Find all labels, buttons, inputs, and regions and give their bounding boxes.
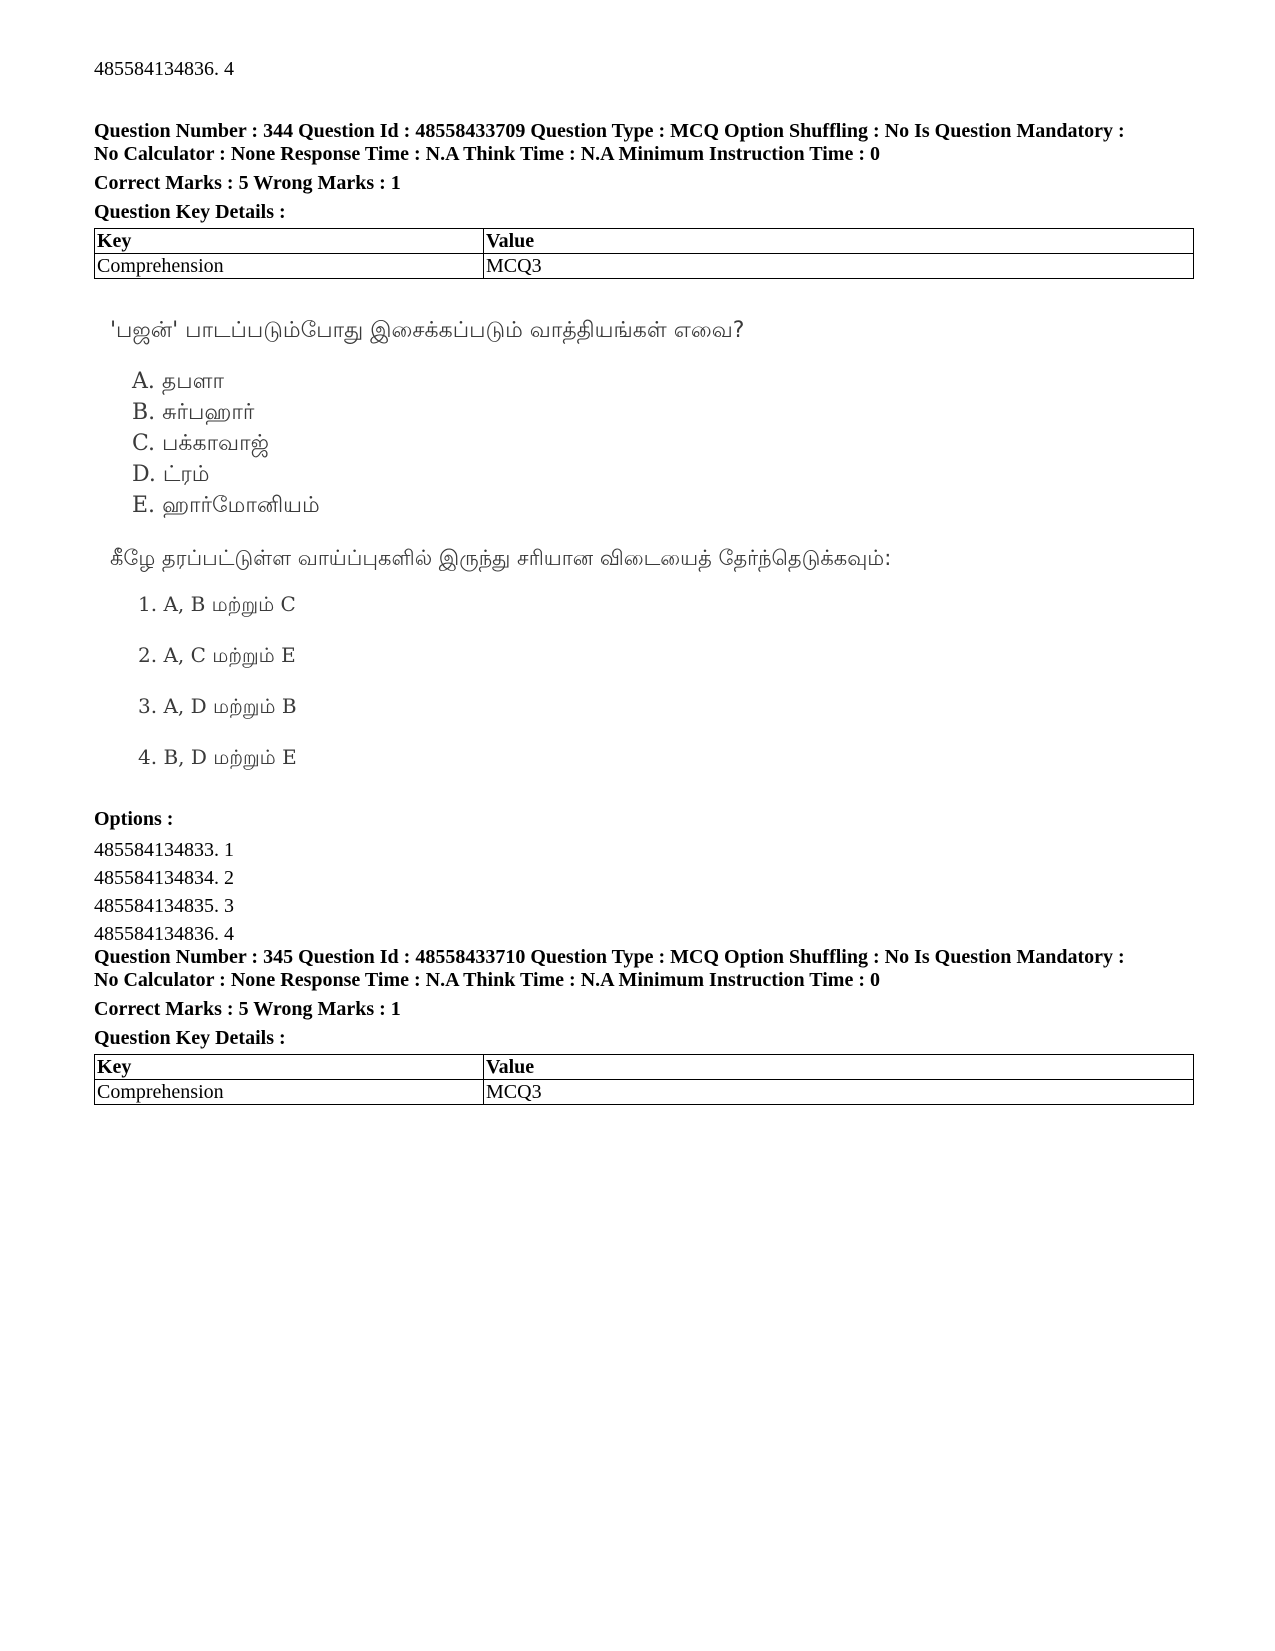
choice-label: A.: [132, 369, 155, 394]
key-cell: Comprehension: [95, 1080, 484, 1105]
question-key-table: [94, 1054, 1194, 1105]
previous-option-line: 485584134836. 4: [94, 58, 234, 80]
option-item: 485584134834. 2: [94, 867, 234, 889]
answer-choice-4: 4. B, D மற்றும் E: [138, 745, 297, 769]
value-column-header: Value: [484, 229, 1194, 254]
question-344-block: [94, 120, 1194, 279]
key-table-row: [95, 254, 1194, 279]
question-key-table: [94, 228, 1194, 279]
key-cell: Comprehension: [95, 254, 484, 279]
question-stem: 'பஜன்' பாடப்படும்போது இசைக்கப்படும் வாத்தியங்கள் எவை?: [110, 318, 745, 343]
question-marks: Correct Marks : 5 Wrong Marks : 1: [94, 998, 401, 1020]
question-instruction: கீழே தரப்பட்டுள்ள வாய்ப்புகளில் இருந்து சரியான விடையைத் தேர்ந்தெடுக்கவும்:: [110, 546, 892, 570]
answer-choice-1: 1. A, B மற்றும் C: [138, 592, 296, 616]
answer-choice-3: 3. A, D மற்றும் B: [138, 694, 297, 718]
answer-choice-2: 2. A, C மற்றும் E: [138, 643, 296, 667]
key-table-row: [95, 1080, 1194, 1105]
choice-text: ட்ரம்: [162, 462, 210, 487]
value-cell: MCQ3: [484, 1080, 1194, 1105]
question-image: [110, 316, 1110, 793]
choice-b: [132, 397, 1110, 428]
choice-label: E.: [132, 493, 156, 518]
question-key-details-label: Question Key Details :: [94, 1027, 286, 1049]
options-label: Options :: [94, 808, 174, 830]
choice-c: [132, 428, 1110, 459]
key-column-header: Key: [95, 229, 484, 254]
key-column-header: Key: [95, 1055, 484, 1080]
value-column-header: Value: [484, 1055, 1194, 1080]
choice-label: C.: [132, 431, 156, 456]
choice-label: B.: [132, 400, 156, 425]
option-item: 485584134835. 3: [94, 895, 234, 917]
key-table-header-row: [95, 1055, 1194, 1080]
options-list: [94, 836, 234, 948]
choice-label: D.: [132, 462, 156, 487]
question-345-block: [94, 946, 1194, 1105]
question-choices: [132, 366, 1110, 521]
choice-e: [132, 490, 1110, 521]
option-item: 485584134833. 1: [94, 839, 234, 861]
choice-d: [132, 459, 1110, 490]
question-header-line2: No Calculator : None Response Time : N.A Think Time : N.A Minimum Instruction Time : 0: [94, 143, 880, 165]
answer-choices: [138, 589, 1110, 793]
choice-text: தபளா: [161, 369, 224, 394]
choice-text: சுர்பஹார்: [162, 400, 255, 425]
choice-a: [132, 366, 1110, 397]
question-header-line1: Question Number : 344 Question Id : 48558433709 Question Type : MCQ Option Shuffling : No Is Question Mandatory :: [94, 120, 1125, 142]
question-marks: Correct Marks : 5 Wrong Marks : 1: [94, 172, 401, 194]
choice-text: பக்காவாஜ்: [162, 431, 269, 456]
key-table-header-row: [95, 229, 1194, 254]
choice-text: ஹார்மோனியம்: [162, 493, 320, 518]
option-item: 485584134836. 4: [94, 923, 234, 945]
value-cell: MCQ3: [484, 254, 1194, 279]
question-key-details-label: Question Key Details :: [94, 201, 286, 223]
question-header-line2: No Calculator : None Response Time : N.A Think Time : N.A Minimum Instruction Time : 0: [94, 969, 880, 991]
question-header-line1: Question Number : 345 Question Id : 48558433710 Question Type : MCQ Option Shuffling : No Is Question Mandatory :: [94, 946, 1125, 968]
